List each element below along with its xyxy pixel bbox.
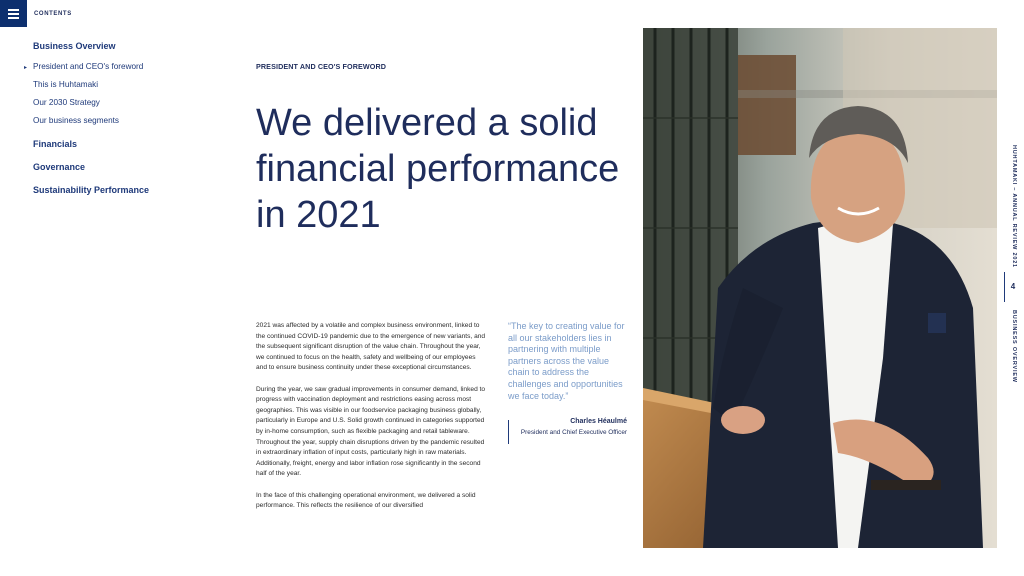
ceo-photo-illustration — [643, 28, 997, 548]
paragraph: During the year, we saw gradual improvements in consumer demand, linked to progress with vaccination deployment and restrictions easing across most geographies. This was visible in our foodservice packaging business globally, particularly in Europe and U.S. Solid growth continued in categories supported by in-home consumption, such as flexible packaging and retail tableware. Throughout the year, supply chain disruptions driven by the pandemic resulted in extraordinary inflation of input costs, particularly high in raw materials. Additionally, freight, energy and labor inflation rose significantly in the second half of the year. — [256, 385, 486, 478]
nav-sustainability[interactable]: Sustainability Performance — [33, 185, 150, 195]
nav-governance[interactable]: Governance — [33, 162, 86, 172]
nav-financials[interactable]: Financials — [33, 139, 78, 149]
paragraph: In the face of this challenging operational environment, we delivered a solid performance. This reflects the resilience of our diversified — [256, 491, 476, 510]
triangle-bullet-icon: ▸ — [24, 65, 28, 71]
hamburger-menu-icon — [8, 9, 19, 11]
quote-author-name: Charles Héaulmé — [570, 418, 627, 425]
hamburger-line — [8, 13, 19, 15]
section-label: PRESIDENT AND CEO'S FOREWORD — [256, 62, 387, 71]
nav-business-overview[interactable]: Business Overview — [33, 41, 116, 51]
nav-president-foreword-label: President and CEO's foreword — [33, 62, 144, 71]
headline-line-1: We delivered a solid — [256, 102, 598, 144]
page-title — [256, 100, 636, 238]
pull-quote: “The key to creating value for all our stakeholders lies in partnering with multiple partners across the value chain to address the challenges and opportunities we face today.” — [508, 321, 625, 401]
quote-author-role: President and Chief Executive Officer — [520, 429, 627, 436]
headline-line-2: financial performance — [256, 148, 620, 190]
hamburger-line — [8, 17, 19, 19]
nav-president-foreword[interactable] — [24, 62, 144, 71]
quote-divider — [508, 420, 509, 444]
nav-this-is-huhtamaki[interactable]: This is Huhtamaki — [33, 80, 99, 89]
body-text — [256, 321, 488, 522]
ceo-photo — [643, 28, 997, 548]
page-number: 4 — [1004, 272, 1021, 302]
contents-label: CONTENTS — [34, 11, 72, 17]
section-name: BUSINESS OVERVIEW — [1011, 310, 1017, 383]
paragraph: 2021 was affected by a volatile and complex business environment, linked to the continued COVID-19 pandemic due to the emergence of new variants, and the subsequent significant disruption of the value chain. Throughout the year, we continued to focus on the health, safety and wellbeing of our employees and to ensure business continuity under these exceptional circumstances. — [256, 322, 486, 372]
headline-line-3: in 2021 — [256, 194, 381, 236]
document-title: HUHTAMAKI – ANNUAL REVIEW 2021 — [1011, 145, 1017, 268]
nav-2030-strategy[interactable]: Our 2030 Strategy — [33, 98, 100, 107]
nav-business-segments[interactable]: Our business segments — [33, 116, 120, 125]
menu-button[interactable] — [0, 0, 27, 27]
